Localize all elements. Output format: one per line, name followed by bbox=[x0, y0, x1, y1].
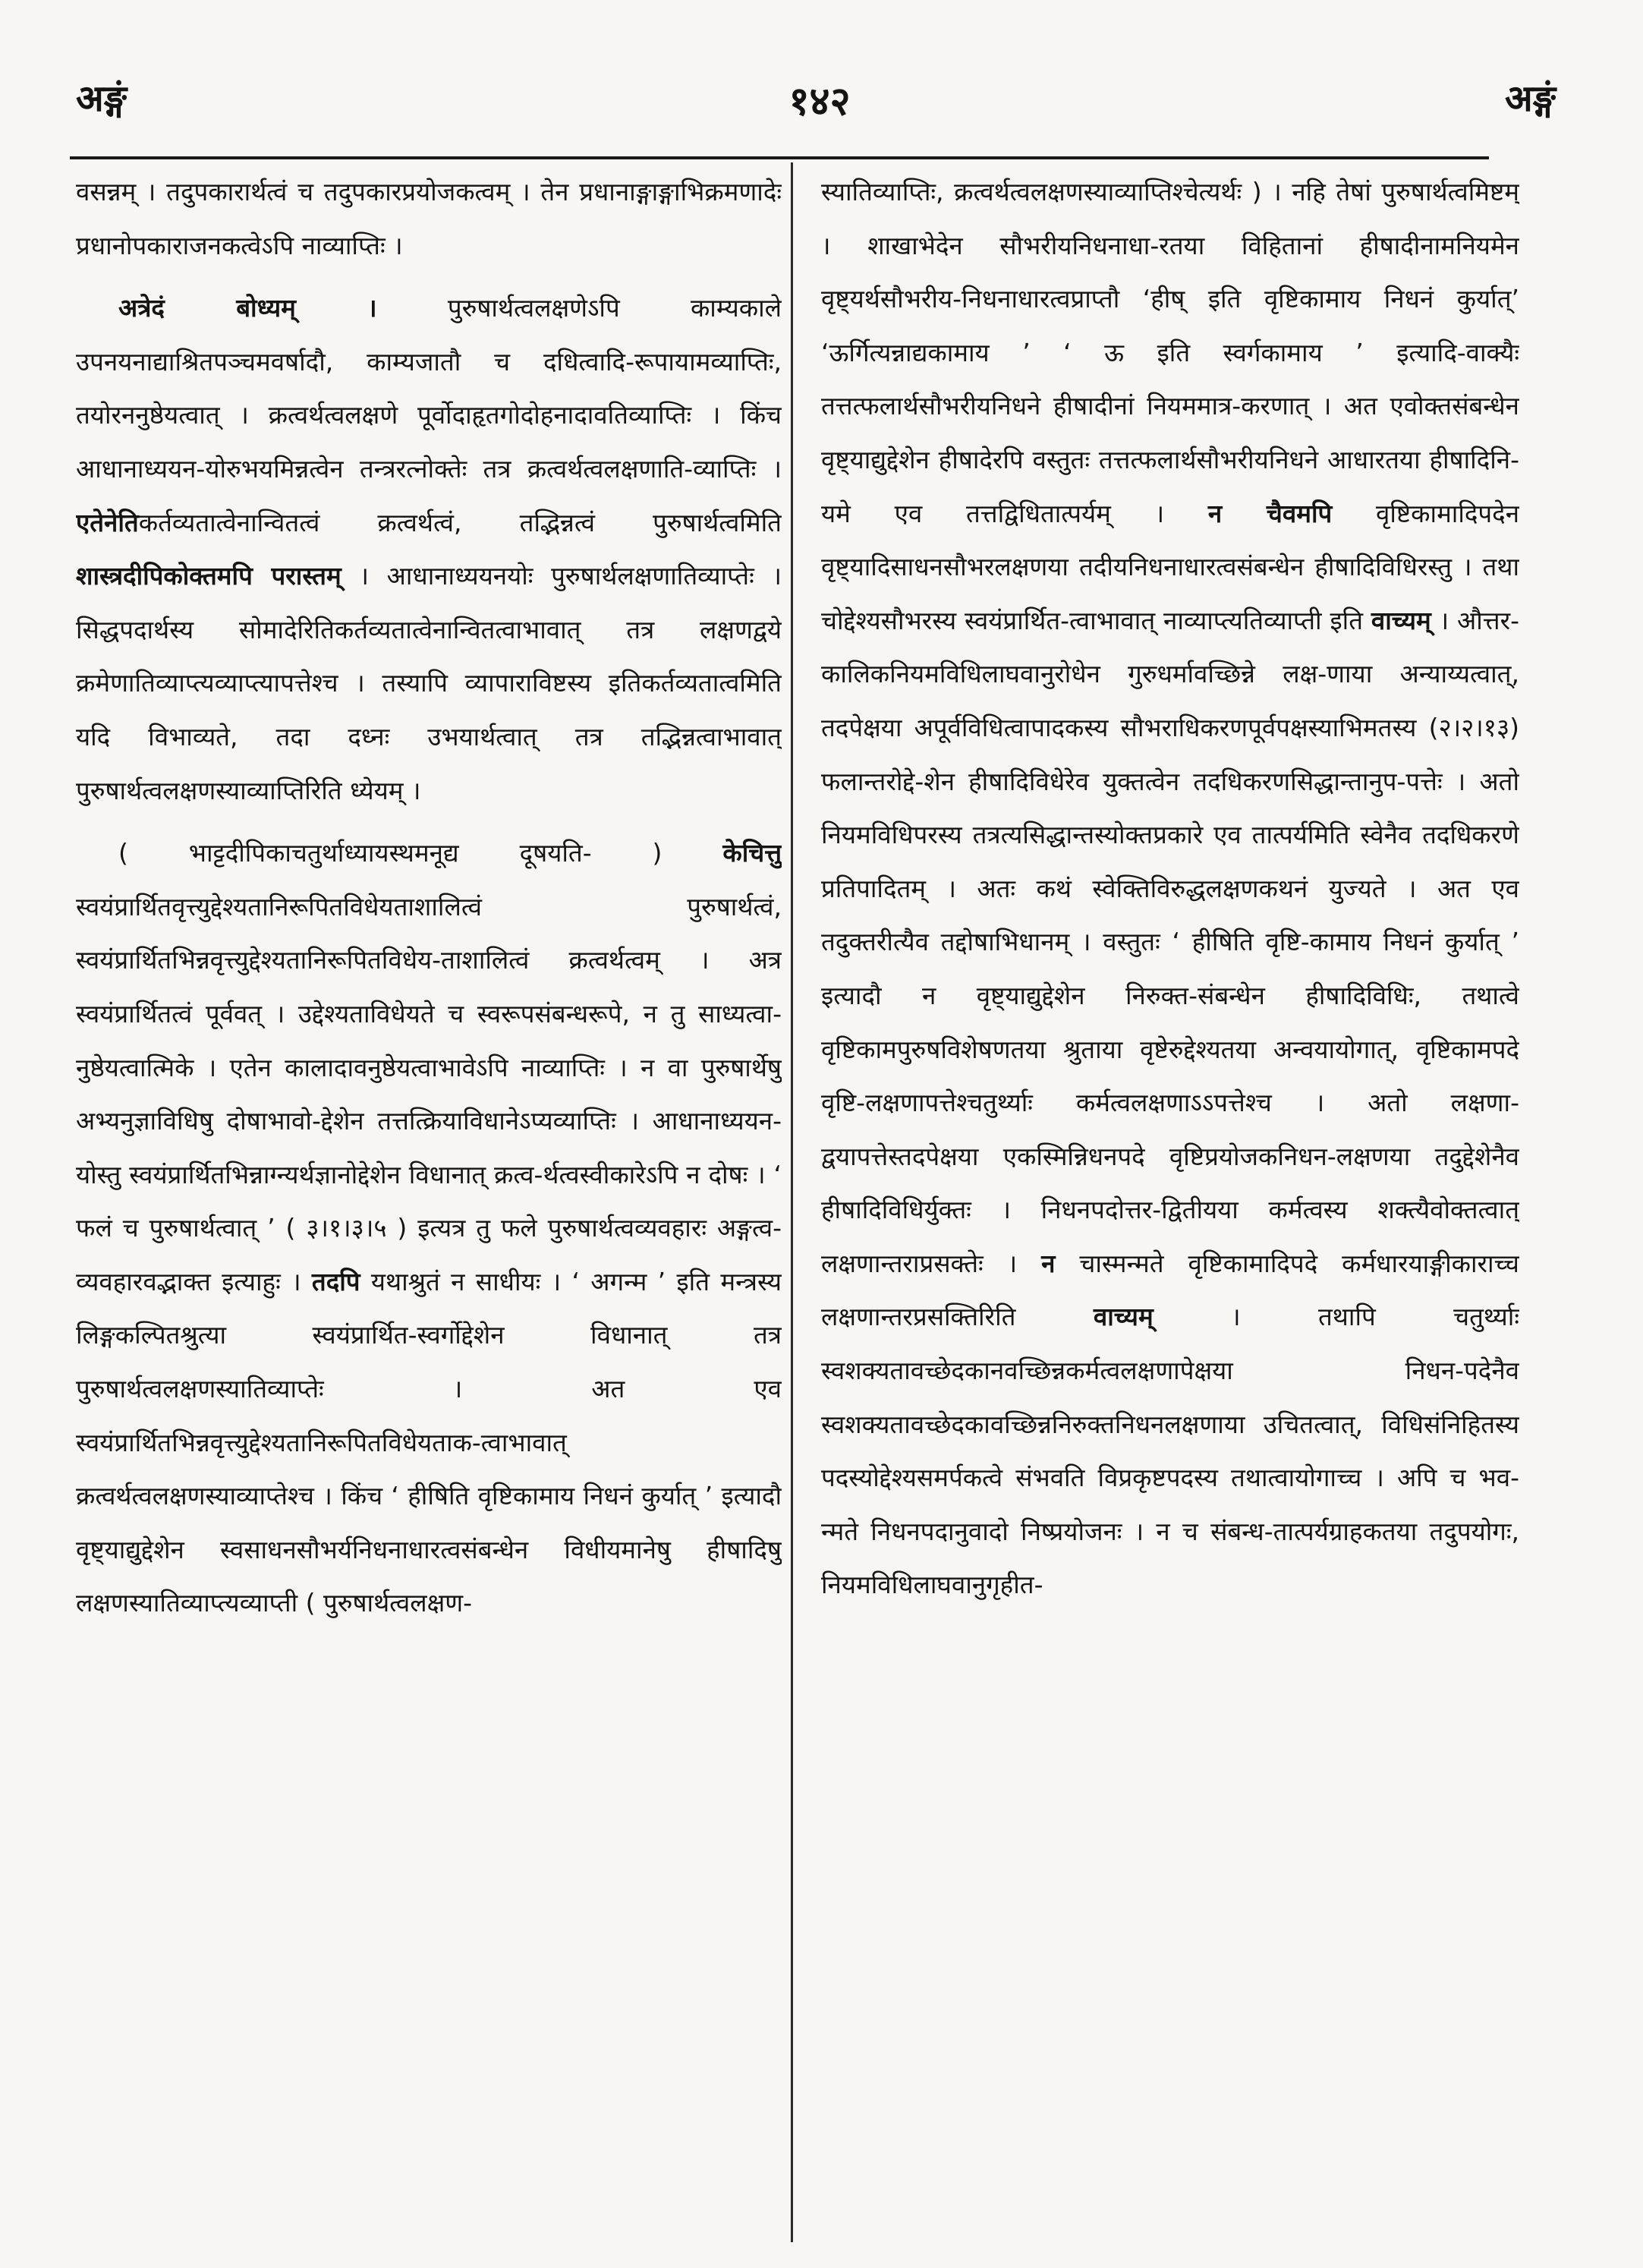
right-column bbox=[821, 165, 1519, 2238]
left-paragraph-3: ( भाट्टदीपिकाचतुर्थाध्यायस्थमनूद्य दूषयति- ) केचित्तु स्वयंप्रार्थितवृत्त्युद्देश्यतानिरूपितविधेयताशालित्वं पुरुषार्थत्वं, स्वयंप्रार्थितभिन्नवृत्त्युद्देश्यतानिरूपितविधेय-ताशालित्वं क्रत्वर्थत्वम् । अत्र स्वयंप्रार्थितत्वं पूर्ववत् । उद्देश्यताविधेयते च स्वरूपसंबन्धरूपे, न तु साध्यत्वा-नुष्ठेयत्वात्मिके । एतेन कालादावनुष्ठेयत्वाभावेऽपि नाव्याप्तिः । न वा पुरुषार्थेषु अभ्यनुज्ञाविधिषु दोषाभावो-द्देशेन तत्तत्क्रियाविधानेऽप्यव्याप्तिः । आधानाध्ययन-योस्तु स्वयंप्रार्थितभिन्नाग्न्यर्थज्ञानोद्देशेन विधानात् क्रत्व-र्थत्वस्वीकारेऽपि न दोषः । ‘ फलं च पुरुषार्थत्वात् ’ ( ३।१।३।५ ) इत्यत्र तु फले पुरुषार्थत्वव्यवहारः अङ्गत्व-व्यवहारवद्भाक्त इत्याहुः । तदपि यथाश्रुतं न साधीयः । ‘ अगन्म ’ इति मन्त्रस्य लिङ्गकल्पितश्रुत्या स्वयंप्रार्थित-स्वर्गोद्देशेन विधानात् तत्र पुरुषार्थत्वलक्षणस्यातिव्याप्तेः । अत एव स्वयंप्रार्थितभिन्नवृत्त्युद्देश्यतानिरूपितविधेयताक-त्वाभावात् क्रत्वर्थत्वलक्षणस्याव्याप्तेश्च । किंच ‘ हीषिति वृष्टिकामाय निधनं कुर्यात् ’ इत्यादौ वृष्ट्याद्युद्देशेन स्वसाधनसौभर्यनिधनाधारत्वसंबन्धेन विधीयमानेषु हीषादिषु लक्षणस्यातिव्याप्त्यव्याप्ती ( पुरुषार्थत्वलक्षण- bbox=[76, 838, 782, 1618]
bold-phrase: न चैवमपि bbox=[1207, 498, 1333, 528]
left-paragraph-1: वसन्नम् । तदुपकारार्थत्वं च तदुपकारप्रयोजकत्वम् । तेन प्रधानाङ्गाङ्गाभिक्रमणादेः प्रधानोपकाराजनकत्वेऽपि नाव्याप्तिः । bbox=[76, 177, 782, 260]
running-head-left: अङ्गं bbox=[76, 77, 127, 120]
bold-phrase: न bbox=[1041, 1248, 1056, 1278]
bold-phrase: वाच्यम् bbox=[1371, 605, 1431, 635]
left-paragraph-2: अत्रेदं बोध्यम् । पुरुषार्थत्वलक्षणेऽपि काम्यकाले उपनयनाद्याश्रितपञ्चमवर्षादौ, काम्यजातौ च दधित्वादि-रूपायामव्याप्तिः, तयोरननुष्ठेयत्वात् । क्रत्वर्थत्वलक्षणे पूर्वोदाहृतगोदोहनादावतिव्याप्तिः । किंच आधानाध्ययन-योरुभयमिन्नत्वेन तन्त्ररत्नोक्तेः तत्र क्रत्वर्थत्वलक्षणाति-व्याप्तिः । एतेनेतिकर्तव्यतात्वेनान्वितत्वं क्रत्वर्थत्वं, तद्भिन्नत्वं पुरुषार्थत्वमिति शास्त्रदीपिकोक्तमपि परास्तम् । आधानाध्ययनयोः पुरुषार्थलक्षणातिव्याप्तेः । सिद्धपदार्थस्य सोमादेरितिकर्तव्यतात्वेनान्वितत्वाभावात् तत्र लक्षणद्वये क्रमेणातिव्याप्त्यव्याप्त्यापत्तेश्च । तस्यापि व्यापाराविष्टस्य इतिकर्तव्यतात्वमिति यदि विभाव्यते, तदा दध्नः उभयार्थत्वात् तत्र तद्भिन्नत्वाभावात् पुरुषार्थत्वलक्षणस्याव्याप्तिरिति ध्येयम् । bbox=[76, 293, 782, 805]
page-header bbox=[0, 0, 1643, 144]
bold-phrase: अत्रेदं बोध्यम् । bbox=[118, 293, 377, 323]
page-number: १४२ bbox=[788, 79, 851, 124]
bold-phrase: वाच्यम् bbox=[1093, 1302, 1154, 1332]
bold-phrase: केचित्तु bbox=[722, 838, 782, 868]
bold-phrase: एतेनेति bbox=[76, 507, 139, 537]
header-rule bbox=[70, 156, 1489, 159]
running-head-right: अङ्गं bbox=[1504, 77, 1556, 120]
right-paragraph-1: स्यातिव्याप्तिः, क्रत्वर्थत्वलक्षणस्याव्याप्तिश्चेत्यर्थः ) । नहि तेषां पुरुषार्थत्वमिष्टम् । शाखाभेदेन सौभरीयनिधनाधा-रतया विहितानां हीषादीनामनियमेन वृष्ट्यर्थसौभरीय-निधनाधारत्वप्राप्तौ ‘हीष् इति वृष्टिकामाय निधनं कुर्यात्’ ‘ऊर्गित्यन्नाद्यकामाय ’ ‘ ऊ इति स्वर्गकामाय ’ इत्यादि-वाक्यैः तत्तत्फलार्थसौभरीयनिधने हीषादीनां नियममात्र-करणात् । अत एवोक्तसंबन्धेन वृष्ट्याद्युद्देशेन हीषादेरपि वस्तुतः तत्तत्फलार्थसौभरीयनिधने आधारतया हीषादिनि-यमे एव तत्तद्विधितात्पर्यम् । न चैवमपि वृष्टिकामादिपदेन वृष्ट्यादिसाधनसौभरलक्षणया तदीयनिधनाधारत्वसंबन्धेन हीषादिविधिरस्तु । तथा चोद्देश्यसौभरस्य स्वयंप्रार्थित-त्वाभावात् नाव्याप्त्यतिव्याप्ती इति वाच्यम् । औत्तर-कालिकनियमविधिलाघवानुरोधेन गुरुधर्मावच्छिन्ने लक्ष-णाया अन्याय्यत्वात्, तदपेक्षया अपूर्वविधित्वापादकस्य सौभराधिकरणपूर्वपक्षस्याभिमतस्य (२।२।१३) फलान्तरोद्दे-शेन हीषादिविधेरेव युक्तत्वेन तदधिकरणसिद्धान्तानुप-पत्तेः । अतो नियमविधिपरस्य तत्रत्यसिद्धान्तस्योक्तप्रकारे एव तात्पर्यमिति स्वेनैव तदधिकरणे प्रतिपादितम् । अतः कथं स्वेक्तिविरुद्धलक्षणकथनं युज्यते । अत एव तदुक्तरीत्यैव तद्दोषाभिधानम् । वस्तुतः ‘ हीषिति वृष्टि-कामाय निधनं कुर्यात् ’ इत्यादौ न वृष्ट्याद्युद्देशेन निरुक्त-संबन्धेन हीषादिविधिः, तथात्वे वृष्टिकामपुरुषविशेषणतया श्रुताया वृष्टेरुद्देश्यतया अन्वयायोगात्, वृष्टिकामपदे वृष्टि-लक्षणापत्तेश्चतुर्थ्याः कर्मत्वलक्षणाऽऽपत्तेश्च । अतो लक्षणा-द्वयापत्तेस्तदपेक्षया एकस्मिन्निधनपदे वृष्टिप्रयोजकनिधन-लक्षणया तदुद्देशेनैव हीषादिविधिर्युक्तः । निधनपदोत्तर-द्वितीयया कर्मत्वस्य शक्त्यैवोक्तत्वात् लक्षणान्तराप्रसक्तेः । न चास्मन्मते वृष्टिकामादिपदे कर्मधारयाङ्गीकाराच्च लक्षणान्तरप्रसक्तिरिति वाच्यम् । तथापि चतुर्थ्याः स्वशक्यतावच्छेदकानवच्छिन्नकर्मत्वलक्षणापेक्षया निधन-पदेनैव स्वशक्यतावच्छेदकावच्छिन्ननिरुक्तनिधनलक्षणाया उचितत्वात्, विधिसंनिहितस्य पदस्योद्देश्यसमर्पकत्वे संभवति विप्रकृष्टपदस्य तथात्वायोगाच्च । अपि च भव-न्मते निधनपदानुवादो निष्प्रयोजनः । न च संबन्ध-तात्पर्यग्राहकतया तदुपयोगः, नियमविधिलाघवानुगृहीत- bbox=[821, 177, 1519, 1600]
left-column bbox=[76, 165, 782, 2238]
bold-phrase: शास्त्रदीपिकोक्तमपि परास्तम् bbox=[76, 561, 342, 591]
bold-phrase: तदपि bbox=[311, 1266, 360, 1296]
column-divider bbox=[791, 162, 793, 2242]
